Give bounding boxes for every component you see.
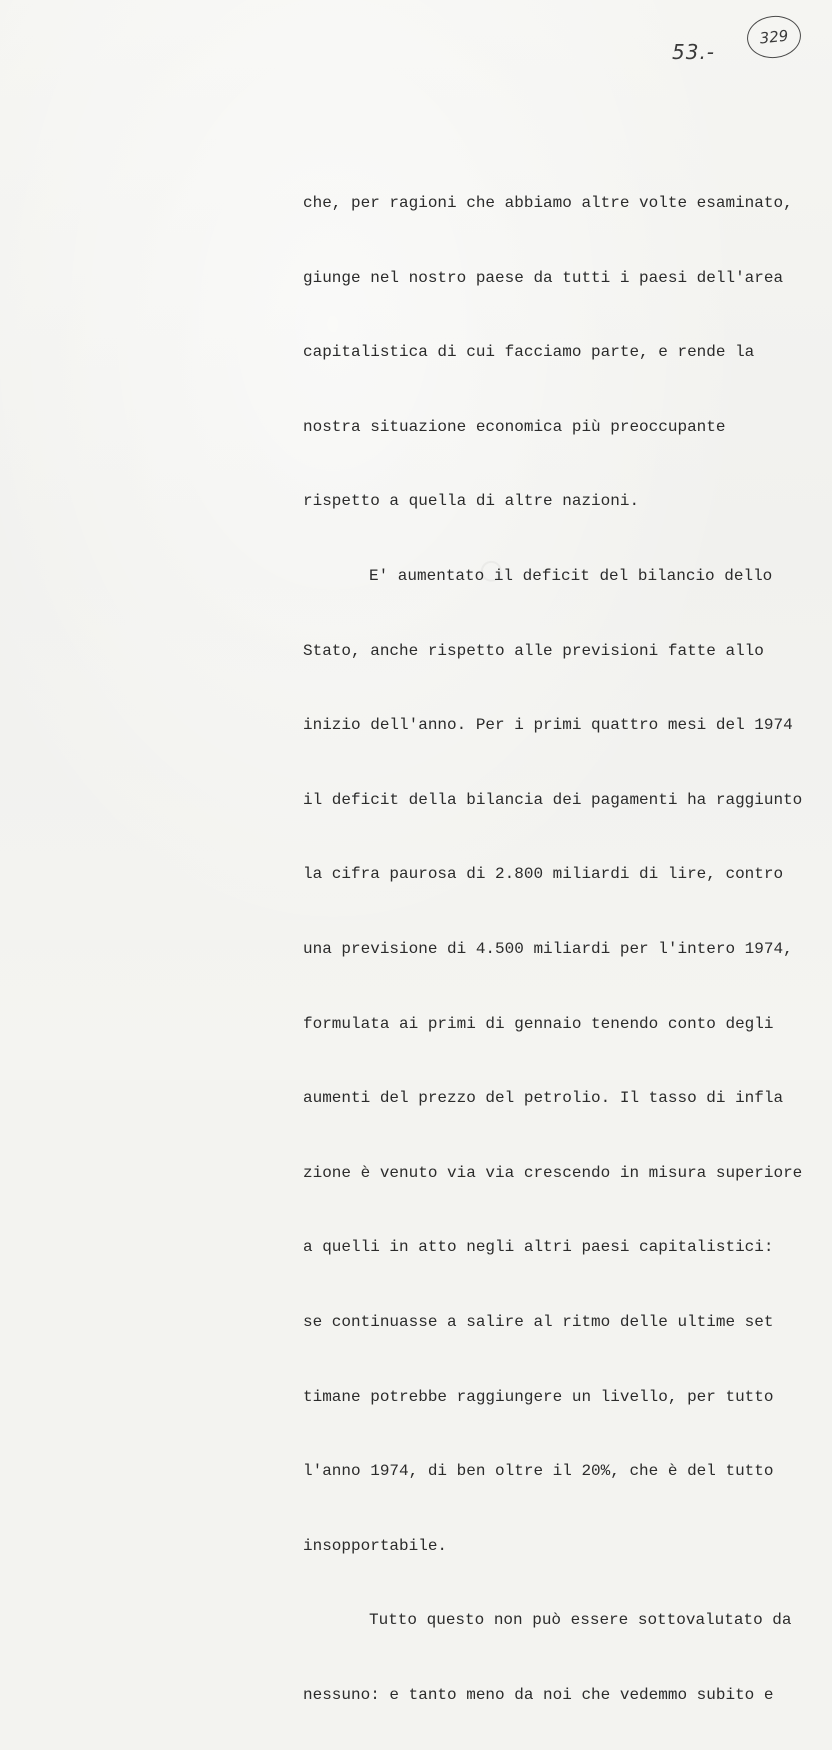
text-line: l'anno 1974, di ben oltre il 20%, che è del tutto [303, 1462, 774, 1481]
text-line: rispetto a quella di altre nazioni. [303, 492, 640, 511]
text-line: nostra situazione economica più preoccupante [303, 417, 726, 436]
text-line: una previsione di 4.500 miliardi per l'intero 1974, [303, 939, 793, 958]
text-line: insopportabile. [303, 1536, 448, 1555]
text-line: inizio dell'anno. Per i primi quattro mesi del 1974 [303, 716, 793, 735]
typed-text-body [303, 148, 823, 1750]
page-folio-number: 53.- [672, 40, 716, 64]
text-line: se continuasse a salire al ritmo delle ultime set [303, 1312, 774, 1331]
text-line: zione è venuto via via crescendo in misura superiore [303, 1163, 803, 1182]
text-line: nessuno: e tanto meno da noi che vedemmo subito e [303, 1685, 774, 1704]
text-line: capitalistica di cui facciamo parte, e rende la [303, 343, 755, 362]
text-line: Stato, anche rispetto alle previsioni fatte allo [303, 641, 764, 660]
text-line: il deficit della bilancia dei pagamenti ha raggiunto [303, 790, 803, 809]
text-line: che, per ragioni che abbiamo altre volte esaminato, [303, 194, 793, 212]
text-line-paragraph-start: E' aumentato il deficit del bilancio dello [369, 566, 773, 585]
text-line: a quelli in atto negli altri paesi capitalistici: [303, 1238, 774, 1257]
text-line: timane potrebbe raggiungere un livello, per tutto [303, 1387, 774, 1406]
text-line: giunge nel nostro paese da tutti i paesi dell'area [303, 268, 784, 287]
text-line: aumenti del prezzo del petrolio. Il tasso di infla [303, 1089, 784, 1108]
text-line: la cifra paurosa di 2.800 miliardi di lire, contro [303, 865, 784, 884]
stamp-number: 329 [758, 26, 790, 48]
bleed-through-mark: ◦ [470, 530, 519, 615]
archive-stamp [745, 13, 803, 60]
text-line: formulata ai primi di gennaio tenendo conto degli [303, 1014, 774, 1033]
text-line-paragraph-start: Tutto questo non può essere sottovalutato da [369, 1611, 792, 1630]
